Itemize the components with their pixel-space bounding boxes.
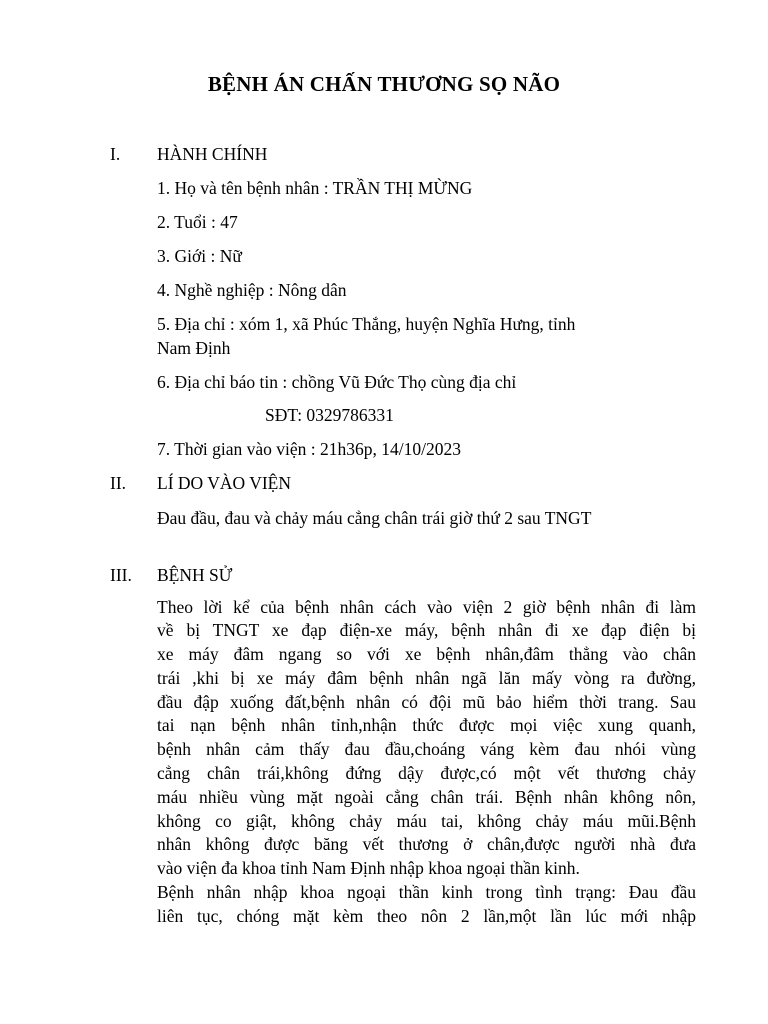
patient-name-line: 1. Họ và tên bệnh nhân : TRẦN THỊ MỪNG — [157, 178, 473, 198]
history-line: xe máy đâm ngang so với xe bệnh nhân,đâm thẳng vào chân — [157, 644, 696, 664]
section-number-1: I. — [110, 144, 121, 164]
history-line: Theo lời kể của bệnh nhân cách vào viện 2 giờ bệnh nhân đi làm — [157, 597, 696, 617]
contact-address-line: 6. Địa chỉ báo tin : chồng Vũ Đức Thọ cùng địa chỉ — [157, 372, 517, 392]
patient-age-line: 2. Tuổi : 47 — [157, 212, 238, 232]
history-line: nhân không được băng vết thương ở chân,được người nhà đưa — [157, 834, 696, 854]
patient-address-line: 5. Địa chỉ : xóm 1, xã Phúc Thắng, huyện Nghĩa Hưng, tỉnh — [157, 314, 576, 334]
history-line: tai nạn bệnh nhân tỉnh,nhận thức được mọi việc xung quanh, — [157, 715, 696, 735]
history-line: bệnh nhân cảm thấy đau đầu,choáng váng kèm đau nhói vùng — [157, 739, 696, 759]
document-title: BỆNH ÁN CHẤN THƯƠNG SỌ NÃO — [207, 72, 561, 96]
section-heading-1: HÀNH CHÍNH — [157, 144, 268, 164]
history-line: không co giật, không chảy máu tai, không chảy máu mũi.Bệnh — [157, 811, 696, 831]
section-heading-2: LÍ DO VÀO VIỆN — [157, 473, 291, 493]
history-line: Bệnh nhân nhập khoa ngoại thần kinh trong tình trạng: Đau đầu — [157, 882, 696, 902]
patient-occupation-line: 4. Nghề nghiệp : Nông dân — [157, 280, 347, 300]
section-heading-3: BỆNH SỬ — [157, 565, 233, 585]
section-number-3: III. — [110, 565, 132, 585]
history-line: trái ,khi bị xe máy đâm bệnh nhân ngã lăn mấy vòng ra đường, — [157, 668, 696, 688]
admission-reason-line: Đau đầu, đau và chảy máu cẳng chân trái giờ thứ 2 sau TNGT — [157, 508, 592, 528]
history-line: đầu đập xuống đất,bệnh nhân có đội mũ bảo hiểm thời trang. Sau — [157, 692, 696, 712]
section-number-2: II. — [110, 473, 127, 493]
history-line: về bị TNGT xe đạp điện-xe máy, bệnh nhân đi xe đạp điện bị — [157, 620, 696, 640]
patient-gender-line: 3. Giới : Nữ — [157, 246, 242, 266]
history-line: vào viện đa khoa tỉnh Nam Định nhập khoa ngoại thần kinh. — [157, 858, 580, 878]
history-line: cẳng chân trái,không đứng dậy được,có một vết thương chảy — [157, 763, 696, 783]
admission-time-line: 7. Thời gian vào viện : 21h36p, 14/10/2023 — [157, 439, 461, 459]
history-line: máu nhiều vùng mặt ngoài cẳng chân trái. Bệnh nhân không nôn, — [157, 787, 696, 807]
patient-address-continuation: Nam Định — [157, 338, 231, 358]
history-line: liên tục, chóng mặt kèm theo nôn 2 lần,một lần lúc mới nhập — [157, 906, 696, 926]
contact-phone-line: SĐT: 0329786331 — [265, 405, 394, 425]
